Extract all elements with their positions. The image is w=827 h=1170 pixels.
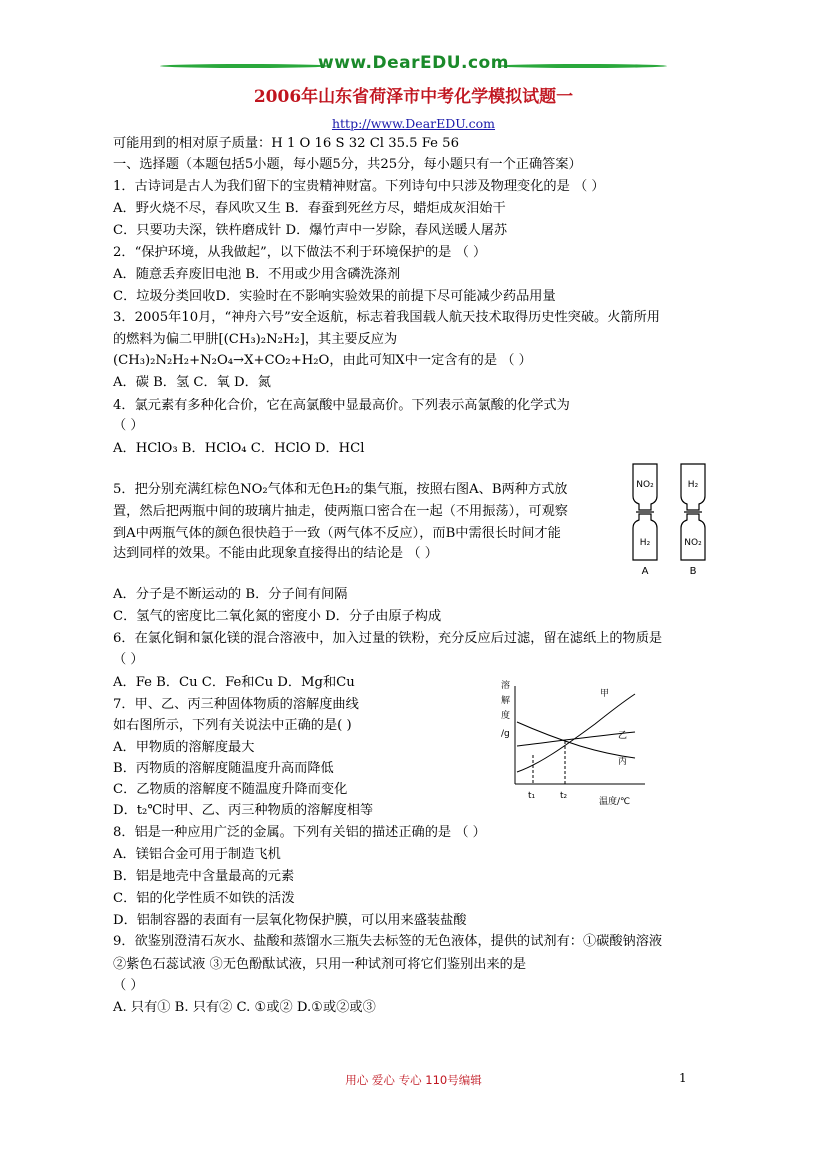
text-line: A．镁铝合金可用于制造飞机 bbox=[113, 847, 281, 862]
gas-jar-figure bbox=[625, 462, 715, 577]
text-line: A．HClO₃ B．HClO₄ C．HClO D．HCl bbox=[113, 441, 365, 456]
site-banner: www.DearEDU.com bbox=[318, 53, 509, 73]
text-line: （ ） bbox=[113, 418, 144, 433]
series-label-jia: 甲 bbox=[600, 689, 610, 699]
text-line: （ ） bbox=[113, 652, 144, 667]
text-line: C．垃圾分类回收D．实验时在不影响实验效果的前提下尽可能减少药品用量 bbox=[113, 289, 556, 304]
text-line: A．甲物质的溶解度最大 bbox=[113, 740, 255, 755]
text-line: （ ） bbox=[113, 978, 144, 993]
jar-a-bottom-label: H₂ bbox=[639, 538, 651, 548]
text-line: 9．欲鉴别澄清石灰水、盐酸和蒸馏水三瓶失去标签的无色液体，提供的试剂有：①碳酸钠溶液 bbox=[113, 934, 663, 949]
text-line: A．碳 B．氢 C．氧 D．氮 bbox=[113, 375, 271, 390]
text-line: A．野火烧不尽，春风吹又生 B．春蚕到死丝方尽，蜡炬成灰泪始干 bbox=[113, 201, 506, 216]
text-line: D．t₂℃时甲、乙、丙三种物质的溶解度相等 bbox=[113, 803, 374, 818]
text-line: 4．氯元素有多种化合价，它在高氯酸中显最高价。下列表示高氯酸的化学式为 bbox=[113, 398, 570, 413]
text-line: A．随意丢弃废旧电池 B．不用或少用含磷洗涤剂 bbox=[113, 267, 401, 282]
text-line: 如右图所示，下列有关说法中正确的是( ) bbox=[113, 718, 352, 733]
jar-b-bottom-label: NO₂ bbox=[684, 538, 702, 548]
solubility-curve-figure bbox=[495, 676, 670, 811]
text-line: 8．铝是一种应用广泛的金属。下列有关铝的描述正确的是 （ ） bbox=[113, 825, 486, 840]
text-line: C．氢气的密度比二氧化氮的密度小 D．分子由原子构成 bbox=[113, 609, 442, 624]
text-line: 3．2005年10月，“神舟六号”安全返航，标志着我国载人航天技术取得历史性突破。火箭所用 bbox=[113, 310, 660, 325]
text-line: B．铝是地壳中含量最高的元素 bbox=[113, 869, 295, 884]
text-line: 1．古诗词是古人为我们留下的宝贵精神财富。下列诗句中只涉及物理变化的是 （ ） bbox=[113, 179, 605, 194]
jar-a-top-label: NO₂ bbox=[636, 480, 654, 490]
x-axis-label: 温度/℃ bbox=[599, 797, 631, 807]
x-tick-t2: t₂ bbox=[560, 791, 568, 801]
text-line: (CH₃)₂N₂H₂+N₂O₄→X+CO₂+H₂O，由此可知X中一定含有的是 （ ） bbox=[113, 353, 532, 368]
jar-a-caption: A bbox=[641, 566, 649, 577]
text-line: 5．把分别充满红棕色NO₂气体和无色H₂的集气瓶，按照右图A、B两种方式放 bbox=[113, 482, 568, 497]
text-line: C．乙物质的溶解度不随温度升降而变化 bbox=[113, 782, 348, 797]
text-line: B．丙物质的溶解度随温度升高而降低 bbox=[113, 761, 334, 776]
jar-b-top-label: H₂ bbox=[687, 480, 699, 490]
text-line: C．铝的化学性质不如铁的活泼 bbox=[113, 891, 295, 906]
text-line: C．只要功夫深，铁杵磨成针 D．爆竹声中一岁除，春风送暖人屠苏 bbox=[113, 223, 508, 238]
site-link[interactable]: http://www.DearEDU.com bbox=[331, 116, 496, 131]
text-line: 到A中两瓶气体的颜色很快趋于一致（两气体不反应），而B中需很长时间才能 bbox=[113, 526, 561, 541]
text-line: 一、选择题（本题包括5小题，每小题5分，共25分，每小题只有一个正确答案） bbox=[113, 157, 582, 172]
text-line: ②紫色石蕊试液 ③无色酚酞试液，只用一种试剂可将它们鉴别出来的是 bbox=[113, 957, 527, 972]
text-line: A．Fe B．Cu C．Fe和Cu D．Mg和Cu bbox=[113, 675, 355, 690]
text-line: 置，然后把两瓶中间的玻璃片抽走，使两瓶口密合在一起（不用振荡），可观察 bbox=[113, 504, 568, 519]
text-line: 的燃料为偏二甲肼[(CH₃)₂N₂H₂]，其主要反应为 bbox=[113, 332, 398, 347]
series-label-bing: 丙 bbox=[618, 757, 628, 767]
y-axis-label-char: 度 bbox=[501, 711, 511, 721]
text-line: A．分子是不断运动的 B．分子间有间隔 bbox=[113, 587, 348, 602]
page-title: 2006年山东省荷泽市中考化学模拟试题一 bbox=[253, 87, 574, 107]
jar-b-caption: B bbox=[689, 566, 697, 577]
footer-text: 用心 爱心 专心 110号编辑 bbox=[345, 1073, 482, 1087]
text-line: D．铝制容器的表面有一层氧化物保护膜，可以用来盛装盐酸 bbox=[113, 913, 467, 928]
x-tick-t1: t₁ bbox=[528, 791, 536, 801]
y-axis-label-char: /g bbox=[501, 729, 510, 739]
text-line: 可能用到的相对原子质量：H 1 O 16 S 32 Cl 35.5 Fe 56 bbox=[113, 136, 459, 151]
text-line: 达到同样的效果。不能由此现象直接得出的结论是 （ ） bbox=[113, 546, 438, 561]
text-line: 7．甲、乙、丙三种固体物质的溶解度曲线 bbox=[113, 697, 359, 712]
page-number: 1 bbox=[679, 1071, 687, 1085]
series-label-yi: 乙 bbox=[618, 731, 628, 741]
text-line: 6．在氯化铜和氯化镁的混合溶液中，加入过量的铁粉，充分反应后过滤，留在滤纸上的物质是 bbox=[113, 631, 663, 646]
text-line: 2．“保护环境，从我做起”，以下做法不利于环境保护的是 （ ） bbox=[113, 245, 487, 260]
y-axis-label-char: 解 bbox=[501, 696, 511, 706]
y-axis-label-char: 溶 bbox=[501, 681, 511, 691]
text-line: A. 只有① B. 只有② C. ①或② D.①或②或③ bbox=[113, 1000, 376, 1015]
